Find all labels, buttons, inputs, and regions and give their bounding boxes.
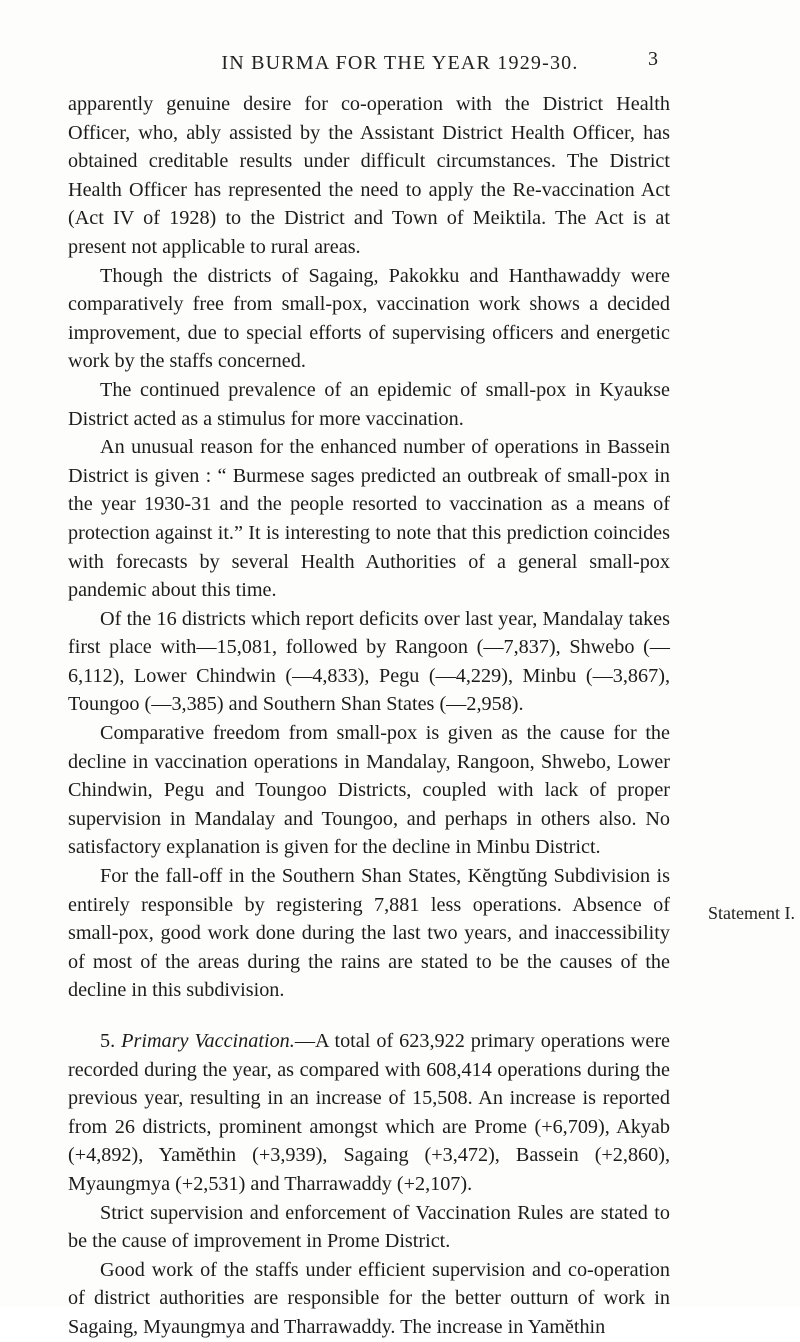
paragraph-bassein: An unusual reason for the enhanced number of operations in Bassein District is given : “ Burmese sages predicted an outbreak of small-pox in the year 1930-31 and the people resorted to vaccination as a means of protection against it.” It is interesting to note that this prediction coincides with forecasts by several Health Authorities of a general small-pox pandemic about this time. — [68, 436, 670, 602]
margin-note: Statement I. — [708, 903, 795, 923]
page-number: 3 — [648, 48, 658, 70]
running-head: IN BURMA FOR THE YEAR 1929-30. — [221, 52, 579, 74]
section-title: Primary Vaccination. — [121, 1030, 295, 1052]
paragraph-southern-shan: For the fall-off in the Southern Shan States, Kĕngtŭng Subdivision is entirely responsible by registering 7,881 less operations. Absence of small-pox, good work done during the last two years, and inaccessibility of most of the areas during the rains are stated to be the causes of the decline in this subdivision. — [68, 865, 670, 1002]
paragraph-prome: Strict supervision and enforcement of Vaccination Rules are stated to be the cause of improvement in Prome District. — [68, 1201, 670, 1253]
paragraph-decline-causes: Comparative freedom from small-pox is given as the cause for the decline in vaccination operations in Mandalay, Rangoon, Shwebo, Lower Chindwin, Pegu and Toungoo Districts, coupled with lack of proper supervision in Mandalay and Toungoo, and perhaps in others also. No satisfactory explanation is given for the decline in Minbu District. — [68, 722, 670, 859]
paragraph-continuation: apparently genuine desire for co-operation with the District Health Officer, who, ably assisted by the Assistant District Health Officer, has obtained creditable results under difficult circumstances. The District Health Officer has represented the need to apply the Re-vaccination Act (Act IV of 1928) to the District and Town of Meiktila. The Act is at present not applicable to rural areas. — [68, 93, 670, 258]
section-5-text: —A total of 623,922 primary operations were recorded during the year, as compared with 608,414 operations during the previous year, resulting in an increase of 15,508. An increase is reported from 26 districts, prominent amongst which are Prome (+6,709), Akyab (+4,892), Yamĕthin (+3,939), Sagaing (+3,472), Bassein (+2,860), Myaungmya (+2,531) and Tharrawaddy (+2,107). — [68, 1030, 671, 1195]
paragraph-sagaing-pakokku: Though the districts of Sagaing, Pakokku and Hanthawaddy were comparatively free from small-pox, vaccination work shows a decided improvement, due to special efforts of supervising officers and energetic work by the staffs concerned. — [68, 264, 670, 373]
paragraph-deficits: Of the 16 districts which report deficits over last year, Mandalay takes first place with—15,081, followed by Rangoon (—7,837), Shwebo (—6,112), Lower Chindwin (—4,833), Pegu (—4,229), Minbu (—3,867), Toungoo (—3,385) and Southern Shan States (—2,958). — [68, 607, 670, 716]
section-5-paragraph — [68, 1027, 670, 1199]
paragraph-good-work: Good work of the staffs under efficient supervision and co-operation of district authorities are responsible for the better outturn of work in Sagaing, Myaungmya and Tharrawaddy. The increase in Yamĕthin — [68, 1258, 670, 1338]
body-text — [68, 90, 670, 1342]
paragraph-kyaukse: The continued prevalence of an epidemic of small-pox in Kyaukse District acted as a stimulus for more vaccination. — [68, 378, 670, 430]
section-number: 5. — [100, 1030, 116, 1052]
